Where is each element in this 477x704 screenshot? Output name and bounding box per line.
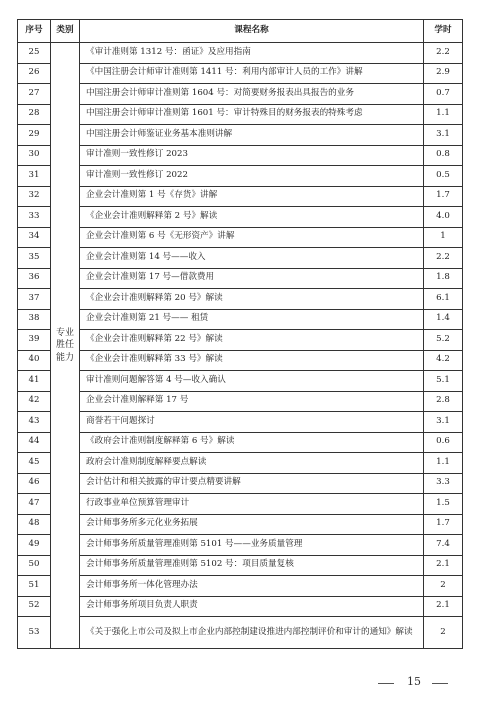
course-name: 企业会计准则第 17 号—借款费用	[80, 268, 424, 289]
row-number: 41	[18, 371, 51, 392]
course-table	[17, 19, 463, 649]
course-hours: 0.6	[424, 432, 463, 453]
row-number: 34	[18, 227, 51, 248]
row-number: 35	[18, 248, 51, 269]
course-hours: 1.8	[424, 268, 463, 289]
table-row	[18, 330, 463, 351]
course-name: 《关于强化上市公司及拟上市企业内部控制建设推进内部控制评价和审计的通知》解读	[80, 617, 424, 649]
course-hours: 1	[424, 227, 463, 248]
header-hours: 学时	[424, 20, 463, 43]
course-name: 企业会计准则第 6 号《无形资产》讲解	[80, 227, 424, 248]
table-row	[18, 207, 463, 228]
course-name: 会计师事务所多元化业务拓展	[80, 514, 424, 535]
course-hours: 1.7	[424, 514, 463, 535]
course-name: 行政事业单位预算管理审计	[80, 494, 424, 515]
course-name: 企业会计准则第 21 号—— 租赁	[80, 309, 424, 330]
row-number: 49	[18, 535, 51, 556]
table-row	[18, 166, 463, 187]
category-cell	[51, 43, 80, 649]
row-number: 52	[18, 596, 51, 617]
course-name: 审计准则一致性修订 2023	[80, 145, 424, 166]
table-row	[18, 535, 463, 556]
course-name: 会计师事务所项目负责人职责	[80, 596, 424, 617]
course-hours: 1.7	[424, 186, 463, 207]
course-hours: 2	[424, 617, 463, 649]
row-number: 33	[18, 207, 51, 228]
course-hours: 6.1	[424, 289, 463, 310]
row-number: 31	[18, 166, 51, 187]
page-number: 15	[407, 675, 421, 688]
table-row	[18, 289, 463, 310]
course-name: 企业会计准则第 1 号《存货》讲解	[80, 186, 424, 207]
table-header-row	[18, 20, 463, 43]
table-row	[18, 104, 463, 125]
category-label: 专业胜任能力	[55, 328, 74, 363]
course-hours: 5.2	[424, 330, 463, 351]
table-row	[18, 268, 463, 289]
course-name: 中国注册会计师审计准则第 1601 号：审计特殊目的财务报表的特殊考虑	[80, 104, 424, 125]
table-row	[18, 145, 463, 166]
course-name: 中国注册会计师鉴证业务基本准则讲解	[80, 125, 424, 146]
row-number: 48	[18, 514, 51, 535]
table-row	[18, 248, 463, 269]
course-name: 企业会计准则第 14 号——收入	[80, 248, 424, 269]
row-number: 39	[18, 330, 51, 351]
course-hours: 3.3	[424, 473, 463, 494]
table-body	[18, 43, 463, 649]
course-name: 《企业会计准则解释第 33 号》解读	[80, 350, 424, 371]
table-row	[18, 43, 463, 64]
course-name: 《企业会计准则解释第 2 号》解读	[80, 207, 424, 228]
header-no: 序号	[18, 20, 51, 43]
course-name: 政府会计准则制度解释要点解读	[80, 453, 424, 474]
table-row	[18, 227, 463, 248]
table-row	[18, 473, 463, 494]
course-hours: 1.5	[424, 494, 463, 515]
row-number: 47	[18, 494, 51, 515]
table-row	[18, 453, 463, 474]
row-number: 26	[18, 63, 51, 84]
table-row	[18, 596, 463, 617]
course-hours: 4.0	[424, 207, 463, 228]
row-number: 51	[18, 576, 51, 597]
course-name: 《审计准则第 1312 号：函证》及应用指南	[80, 43, 424, 64]
row-number: 40	[18, 350, 51, 371]
row-number: 43	[18, 412, 51, 433]
row-number: 44	[18, 432, 51, 453]
table-row	[18, 350, 463, 371]
course-hours: 1.1	[424, 104, 463, 125]
footer-dash-left	[378, 683, 394, 684]
page-footer	[378, 675, 448, 689]
table-row	[18, 84, 463, 105]
course-hours: 0.5	[424, 166, 463, 187]
course-hours: 7.4	[424, 535, 463, 556]
course-hours: 1.4	[424, 309, 463, 330]
table-row	[18, 617, 463, 649]
row-number: 25	[18, 43, 51, 64]
course-name: 《企业会计准则解释第 22 号》解读	[80, 330, 424, 351]
course-hours: 3.1	[424, 412, 463, 433]
course-name: 审计准则一致性修订 2022	[80, 166, 424, 187]
course-name: 企业会计准则解释第 17 号	[80, 391, 424, 412]
course-name: 会计师事务所质量管理准则第 5102 号：项目质量复核	[80, 555, 424, 576]
course-hours: 2.8	[424, 391, 463, 412]
footer-dash-right	[432, 683, 448, 684]
table-row	[18, 371, 463, 392]
row-number: 53	[18, 617, 51, 649]
table-row	[18, 514, 463, 535]
table-row	[18, 125, 463, 146]
table-row	[18, 63, 463, 84]
row-number: 42	[18, 391, 51, 412]
course-hours: 3.1	[424, 125, 463, 146]
course-name: 商誉若干问题探讨	[80, 412, 424, 433]
table-row	[18, 555, 463, 576]
course-name: 会计师事务所质量管理准则第 5101 号——业务质量管理	[80, 535, 424, 556]
row-number: 45	[18, 453, 51, 474]
row-number: 30	[18, 145, 51, 166]
table-row	[18, 494, 463, 515]
row-number: 38	[18, 309, 51, 330]
course-name: 中国注册会计师审计准则第 1604 号：对简要财务报表出具报告的业务	[80, 84, 424, 105]
table-row	[18, 391, 463, 412]
table-row	[18, 186, 463, 207]
row-number: 32	[18, 186, 51, 207]
row-number: 50	[18, 555, 51, 576]
table-row	[18, 412, 463, 433]
course-name: 《中国注册会计师审计准则第 1411 号：利用内部审计人员的工作》讲解	[80, 63, 424, 84]
row-number: 28	[18, 104, 51, 125]
table-row	[18, 576, 463, 597]
course-hours: 2.2	[424, 43, 463, 64]
row-number: 27	[18, 84, 51, 105]
row-number: 37	[18, 289, 51, 310]
row-number: 46	[18, 473, 51, 494]
course-hours: 4.2	[424, 350, 463, 371]
row-number: 36	[18, 268, 51, 289]
course-hours: 2.1	[424, 596, 463, 617]
course-hours: 0.7	[424, 84, 463, 105]
course-hours: 5.1	[424, 371, 463, 392]
header-course-name: 课程名称	[80, 20, 424, 43]
course-hours: 1.1	[424, 453, 463, 474]
table-row	[18, 432, 463, 453]
course-hours: 2.1	[424, 555, 463, 576]
course-name: 会计估计和相关披露的审计要点精要讲解	[80, 473, 424, 494]
course-hours: 2.9	[424, 63, 463, 84]
course-name: 《企业会计准则解释第 20 号》解读	[80, 289, 424, 310]
course-name: 审计准则问题解答第 4 号—收入确认	[80, 371, 424, 392]
row-number: 29	[18, 125, 51, 146]
table-row	[18, 309, 463, 330]
course-hours: 2	[424, 576, 463, 597]
course-name: 《政府会计准则制度解释第 6 号》解读	[80, 432, 424, 453]
course-name: 会计师事务所一体化管理办法	[80, 576, 424, 597]
course-hours: 0.8	[424, 145, 463, 166]
course-hours: 2.2	[424, 248, 463, 269]
header-category: 类别	[51, 20, 80, 43]
